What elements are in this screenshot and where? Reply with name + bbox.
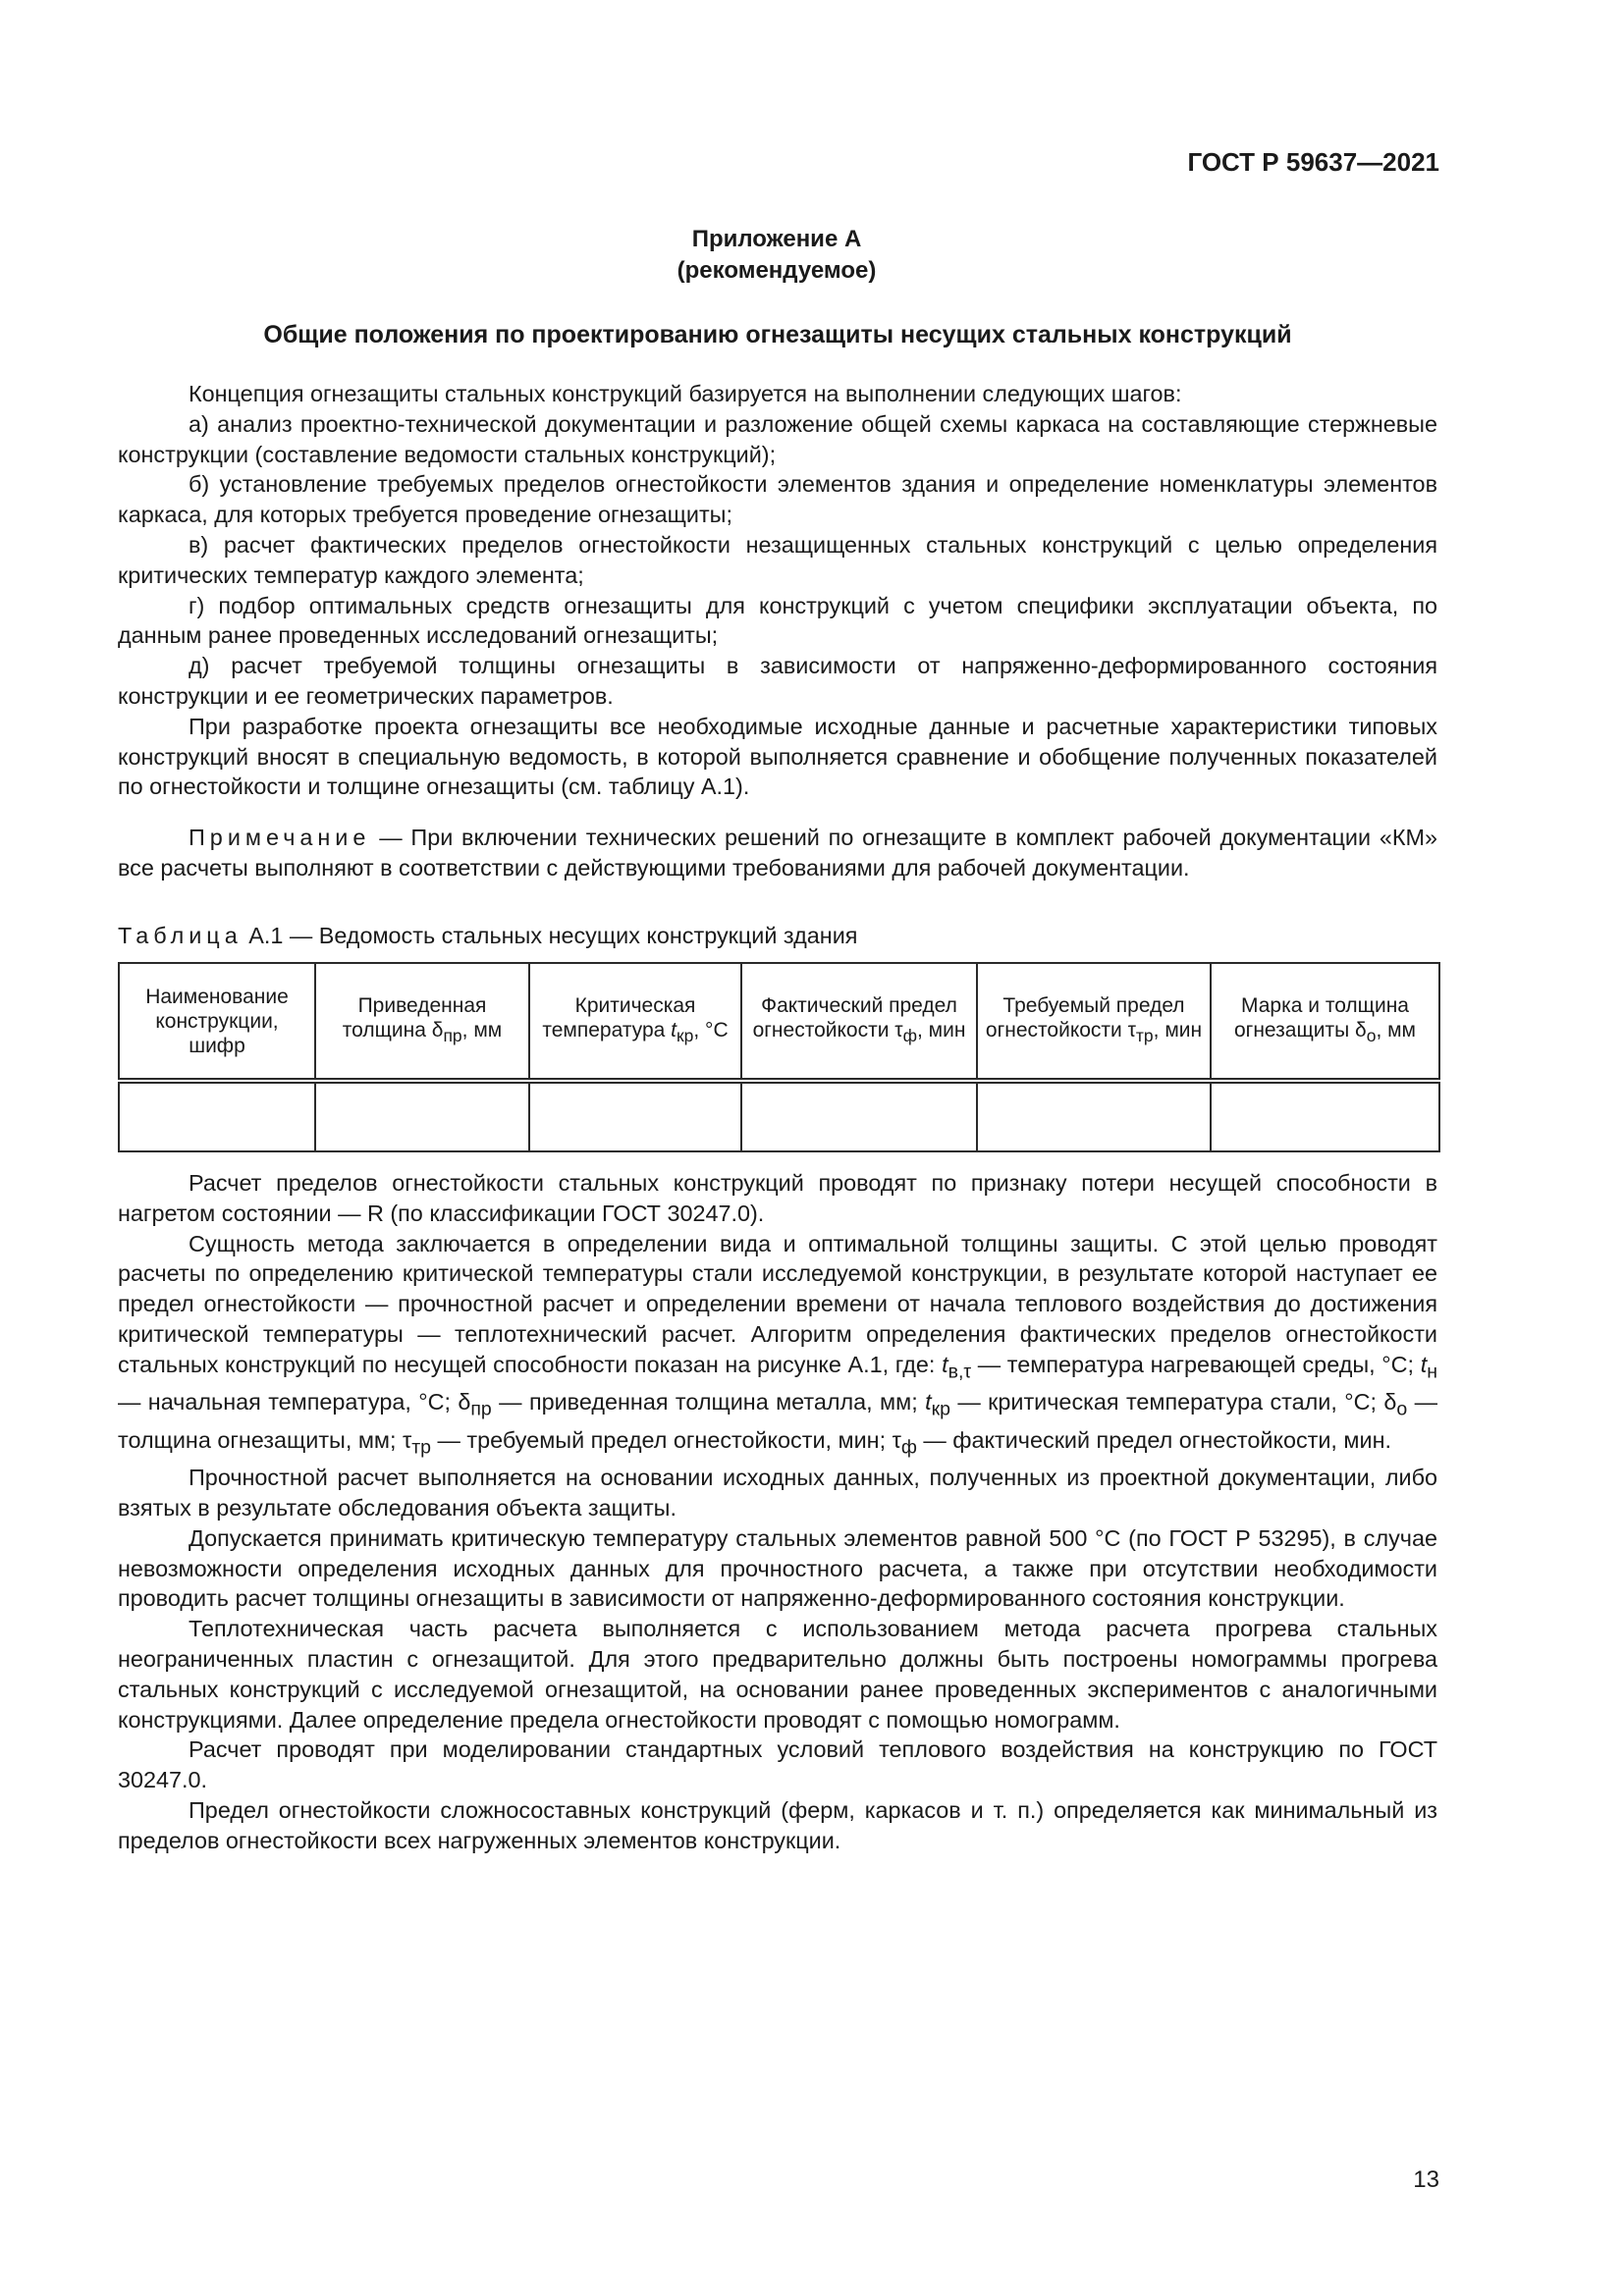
table-caption [118, 923, 857, 949]
table-cell [1211, 1081, 1439, 1151]
note-label: Примечание [189, 825, 371, 850]
annex-label: Приложение А [691, 226, 862, 252]
document-code: ГОСТ Р 59637—2021 [1187, 147, 1439, 177]
paragraph: Предел огнестойкости сложносоставных конструкций (ферм, каркасов и т. п.) определяется как минимальный из пределов огнестойкости всех нагруженных элементов конструкции. [118, 1796, 1437, 1853]
table-cell [741, 1081, 977, 1151]
table-cell [529, 1081, 741, 1151]
table-caption-text: А.1 — Ведомость стальных несущих конструкций здания [242, 923, 858, 948]
method-section [118, 1168, 1437, 1856]
table-header-row [119, 963, 1439, 1081]
header-cell-actual-limit: Фактический предел огнестойкости $\tau_ф$, мин [741, 963, 977, 1081]
header-cell-critical-temperature: Критическая температура $t_{кр}$, °С [529, 963, 741, 1081]
intro-section [118, 379, 1437, 802]
list-item: б) установление требуемых пределов огнестойкости элементов здания и определение номенклатуры элементов каркаса, для которых требуется проведение огнезащиты; [118, 471, 1437, 528]
list-item: д) расчет требуемой толщины огнезащиты в зависимости от напряженно-деформированного состояния конструкции и ее геометрических параметров. [118, 653, 1437, 709]
paragraph: Расчет пределов огнестойкости стальных конструкций проводят по признаку потери несущей способности в нагретом состоянии — R (по классификации ГОСТ 30247.0). [118, 1170, 1437, 1226]
header-cell-name: Наименование конструкции, шифр [119, 963, 315, 1081]
header-cell-reduced-thickness: Приведенная толщина $\delta_{пр}$, мм [315, 963, 529, 1081]
paragraph: При разработке проекта огнезащиты все необходимые исходные данные и расчетные характеристики типовых конструкций вносят в специальную ведомость, в которой выполняется сравнение и обобщение полученных показателей по огнестойкости и толщине огнезащиты (см. таблицу А.1). [118, 713, 1437, 800]
paragraph: Теплотехническая часть расчета выполняется с использованием метода расчета прогрева стальных неограниченных пластин с огнезащитой. Для этого предварительно должны быть построены номограммы прогрева стальных конструкций с исследуемой огнезащитой, на основании ранее проведенных экспериментов с аналогичными конструкциями. Далее определение предела огнестойкости проводят с помощью номограмм. [118, 1616, 1437, 1733]
list-item: а) анализ проектно-технической документации и разложение общей схемы каркаса на составляющие стержневые конструкции (составление ведомости стальных конструкций); [118, 410, 1437, 467]
paragraph: Расчет проводят при моделировании стандартных условий теплового воздействия на конструкцию по ГОСТ 30247.0. [118, 1736, 1437, 1793]
page-number: 13 [1413, 2166, 1439, 2193]
header-cell-required-limit: Требуемый предел огнестойкости $\tau_{тр}$, мин [977, 963, 1211, 1081]
paragraph: Концепция огнезащиты стальных конструкций базируется на выполнении следующих шагов: [189, 381, 1182, 406]
annex-status: (рекомендуемое) [677, 257, 877, 284]
note-text: — При включении технических решений по огнезащите в комплект рабочей документации «КМ» все расчеты выполняют в соответствии с действующими требованиями для рабочей документации. [118, 825, 1437, 881]
structures-table [118, 962, 1440, 1152]
table-row [119, 1081, 1439, 1151]
note [118, 823, 1437, 883]
paragraph: Прочностной расчет выполняется на основании исходных данных, полученных из проектной документации, либо взятых в результате обследования объекта защиты. [118, 1465, 1437, 1521]
list-item: в) расчет фактических пределов огнестойкости незащищенных стальных конструкций с целью определения критических температур каждого элемента; [118, 531, 1437, 588]
table-cell [119, 1081, 315, 1151]
annex-title: Общие положения по проектированию огнезащиты несущих стальных конструкций [263, 321, 1292, 348]
header-cell-protection: Марка и толщина огнезащиты $\delta_о$, мм [1211, 963, 1439, 1081]
table-cell [315, 1081, 529, 1151]
table-cell [977, 1081, 1211, 1151]
paragraph: Сущность метода заключается в определении вида и оптимальной толщины защиты. С этой целью проводят расчеты по определению критической температуры стали исследуемой конструкции, в результате которой наступает ее предел огнестойкости — прочностной расчет и определении времени от начала теплового воздействия до достижения критической температуры — теплотехнический расчет. Алгоритм определения фактических пределов огнестойкости стальных конструкций по несущей способности показан на рисунке А.1, где: $t_{в,\tau}$ — температура нагревающей среды, °С; $t_н$ — начальная температура, °С; $\delta_{пр}$ — приведенная толщина металла, мм; $t_{кр}$ — критическая температура стали, °С; $\delta_о$ — толщина огнезащиты, мм; $\tau_{тр}$ — требуемый предел огнестойкости, мин; $\tau_ф$ — фактический предел огнестойкости, мин. [118, 1230, 1438, 1459]
list-item: г) подбор оптимальных средств огнезащиты для конструкций с учетом специфики эксплуатации объекта, по данным ранее проведенных исследований огнезащиты; [118, 592, 1437, 649]
table-caption-label: Таблица [118, 923, 243, 948]
paragraph: Допускается принимать критическую температуру стальных элементов равной 500 °С (по ГОСТ Р 53295), в случае невозможности определения исходных данных для прочностного расчета, а также при отсутствии необходимости проводить расчет толщины огнезащиты в зависимости от напряженно-деформированного состояния конструкции. [118, 1524, 1437, 1612]
